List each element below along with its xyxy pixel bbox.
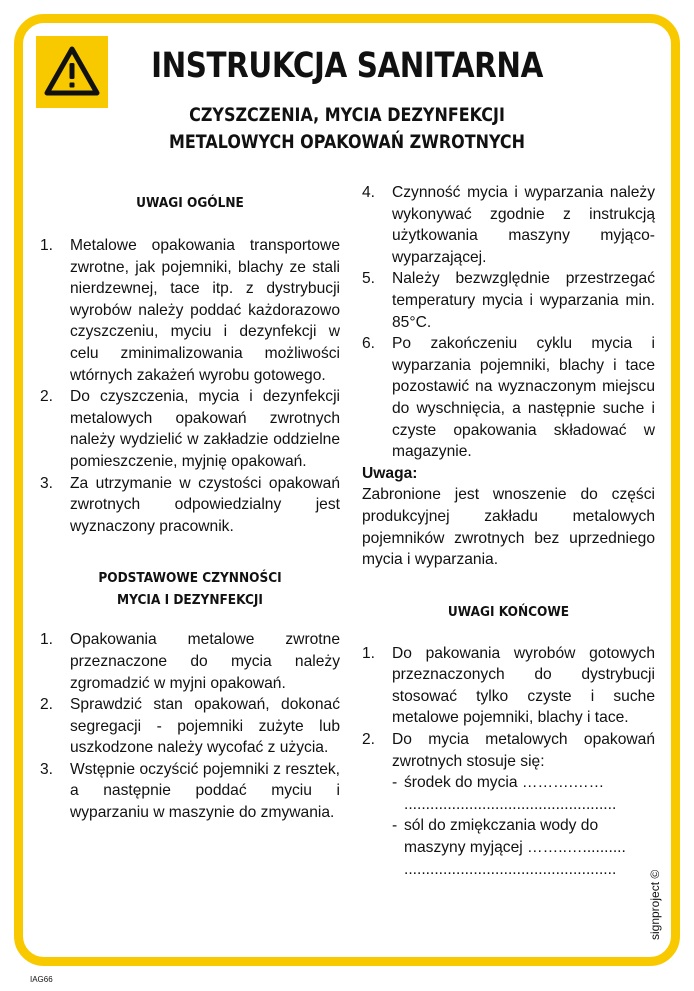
item-number: 1. xyxy=(362,644,376,662)
section-heading-line: PODSTAWOWE CZYNNOŚCI xyxy=(98,570,282,587)
warning-icon xyxy=(36,36,108,108)
list-item xyxy=(362,643,655,729)
list-item xyxy=(40,235,340,386)
sub-dash: - xyxy=(392,817,398,835)
item-text: Do mycia metalowych opakowań zwrotnych stosuje się: xyxy=(392,731,655,770)
item-number: 2. xyxy=(40,696,54,714)
list-item xyxy=(40,759,340,824)
list-item xyxy=(40,629,340,694)
item-text: Do pakowania wyrobów gotowych przeznaczonych do dystrybucji stosować tylko czyste i suche metalowe pojemniki, blachy i tace. xyxy=(392,644,655,727)
sub-text: środek do mycia ……….…… xyxy=(404,774,605,792)
list-item xyxy=(40,694,340,759)
sub-item-detergent xyxy=(392,772,655,794)
item-number: 3. xyxy=(40,760,54,778)
section-heading-general: UWAGI OGÓLNE xyxy=(136,195,244,211)
item-text: Metalowe opakowania transportowe zwrotne, jak pojemniki, blachy ze stali nierdzewnej, tace itp. z dystrybucji wyrobów należy poddać każdorazowo czyszczeniu, myciu i dezynfekcji w celu zminimalizowania możliwości wtórnych zakażeń wyrobu gotowego. xyxy=(70,237,340,384)
item-number: 2. xyxy=(40,388,54,406)
item-text: Wstępnie oczyścić pojemniki z resztek, a następnie poddać myciu i wyparzaniu w maszynie do zmywania. xyxy=(70,760,340,822)
agents-list xyxy=(362,772,655,880)
page-subtitle-line1: CZYSZCZENIA, MYCIA DEZYNFEKCJI xyxy=(189,104,505,126)
item-text: Do czyszczenia, mycia i dezynfekcji metalowych opakowań zwrotnych należy wydzielić w zakładzie oddzielne pomieszczenie, myjnię opakowań. xyxy=(70,388,340,470)
list-item xyxy=(40,473,340,538)
left-column xyxy=(40,182,340,824)
item-text: Czynność mycia i wyparzania należy wykonywać zgodnie z instrukcją użytkowania maszyny myjąco-wyparzającej. xyxy=(392,184,655,266)
item-text: Sprawdzić stan opakowań, dokonać segregacji - pojemniki zużyte lub uszkodzone należy wycofać z użycia. xyxy=(70,696,340,757)
note-heading: Uwaga: xyxy=(362,464,418,482)
item-number: 2. xyxy=(362,731,376,749)
fill-in-dots: ................................................. xyxy=(404,860,617,878)
item-number: 4. xyxy=(362,184,376,201)
item-number: 1. xyxy=(40,631,54,649)
sub-text: sól do zmiękczania wody do maszyny myjącej ……..….......... xyxy=(404,817,626,857)
item-number: 5. xyxy=(362,270,376,288)
list-item xyxy=(362,268,655,333)
page-subtitle-line2: METALOWYCH OPAKOWAŃ ZWROTNYCH xyxy=(168,131,526,153)
sub-item-salt xyxy=(392,815,655,858)
item-text: Należy bezwzględnie przestrzegać temperatury mycia i wyparzania min. 85°C. xyxy=(392,270,655,331)
page-title: INSTRUKCJA SANITARNA xyxy=(151,46,543,86)
item-text: Po zakończeniu cyklu mycia i wyparzania pojemniki, blachy i tace pozostawić na wyznaczonym miejscu do wyschnięcia, a następnie suche i czyste opakowania składować w magazynie. xyxy=(392,335,655,461)
list-item xyxy=(362,333,655,463)
item-number: 3. xyxy=(40,474,54,492)
sub-dash: - xyxy=(392,774,398,792)
right-column xyxy=(362,182,655,880)
note-text: Zabronione jest wnoszenie do części produkcyjnej zakładu metalowych pojemników zwrotnych bez uprzedniego mycia i wyparzania. xyxy=(362,486,655,569)
section-heading-final: UWAGI KOŃCOWE xyxy=(447,603,570,620)
section-heading-line: MYCIA I DEZYNFEKCJI xyxy=(117,592,263,609)
list-item xyxy=(40,386,340,472)
fill-in-dots: ................................................. xyxy=(404,795,617,813)
brand-mark: signproject © xyxy=(648,869,662,940)
item-text: Opakowania metalowe zwrotne przeznaczone do mycia należy zgromadzić w myjni opakowań. xyxy=(70,631,340,692)
item-number: 1. xyxy=(40,237,54,254)
section-heading-basic xyxy=(40,567,340,611)
list-item xyxy=(362,729,655,772)
item-number: 6. xyxy=(362,335,376,353)
list-item xyxy=(362,182,655,268)
product-code: IAG66 xyxy=(30,975,53,984)
item-text: Za utrzymanie w czystości opakowań zwrotnych odpowiedzialny jest wyznaczony pracownik. xyxy=(70,474,340,535)
